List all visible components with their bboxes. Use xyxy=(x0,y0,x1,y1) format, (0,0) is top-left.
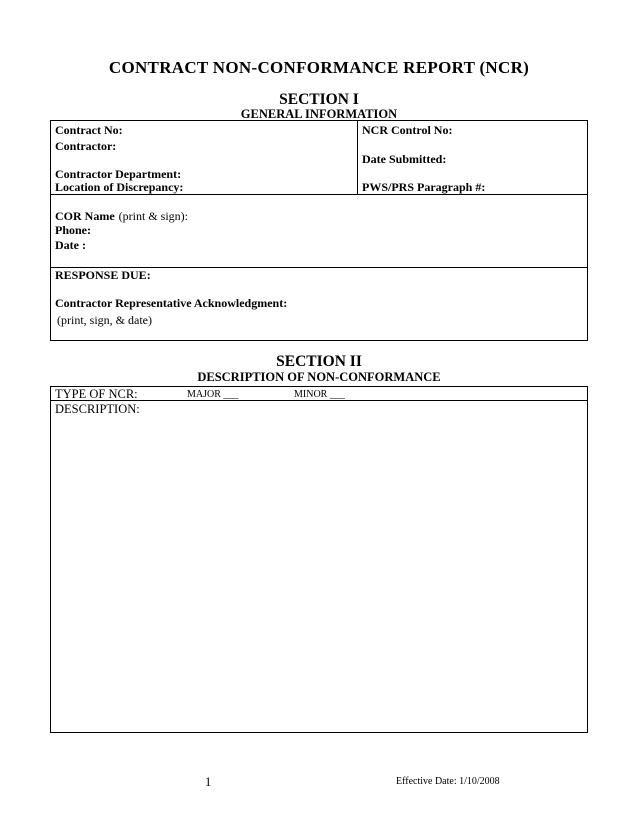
column-divider xyxy=(357,120,358,195)
pws-prs-paragraph-label: PWS/PRS Paragraph #: xyxy=(362,180,486,194)
response-due-label: RESPONSE DUE: xyxy=(55,268,151,282)
location-of-discrepancy-label: Location of Discrepancy: xyxy=(55,180,184,194)
section-1-subheading: GENERAL INFORMATION xyxy=(240,107,398,121)
effective-date: Effective Date: 1/10/2008 xyxy=(396,776,500,787)
section-2-heading: SECTION II xyxy=(276,353,362,370)
major-option[interactable]: MAJOR ___ xyxy=(187,389,239,400)
description-box xyxy=(50,386,588,733)
cor-date-label: Date : xyxy=(55,238,86,252)
contractor-department-label: Contractor Department: xyxy=(55,167,182,181)
page-number: 1 xyxy=(205,775,212,789)
acknowledgment-label: Contractor Representative Acknowledgment: xyxy=(55,296,288,310)
section-1-heading: SECTION I xyxy=(279,91,359,108)
date-submitted-label: Date Submitted: xyxy=(362,152,447,166)
contract-no-label: Contract No: xyxy=(55,123,123,137)
section-2-subheading: DESCRIPTION OF NON-CONFORMANCE xyxy=(197,370,441,384)
cor-phone-label: Phone: xyxy=(55,223,91,237)
contractor-label: Contractor: xyxy=(55,139,117,153)
type-of-ncr-label: TYPE OF NCR: xyxy=(55,387,138,401)
cor-name-label: COR Name xyxy=(55,209,115,223)
acknowledgment-hint: (print, sign, & date) xyxy=(57,313,152,327)
cor-name-hint: (print & sign): xyxy=(118,209,188,223)
minor-option[interactable]: MINOR ___ xyxy=(294,389,345,400)
ncr-control-no-label: NCR Control No: xyxy=(362,123,453,137)
description-label: DESCRIPTION: xyxy=(55,402,140,416)
document-title: CONTRACT NON-CONFORMANCE REPORT (NCR) xyxy=(108,58,530,77)
